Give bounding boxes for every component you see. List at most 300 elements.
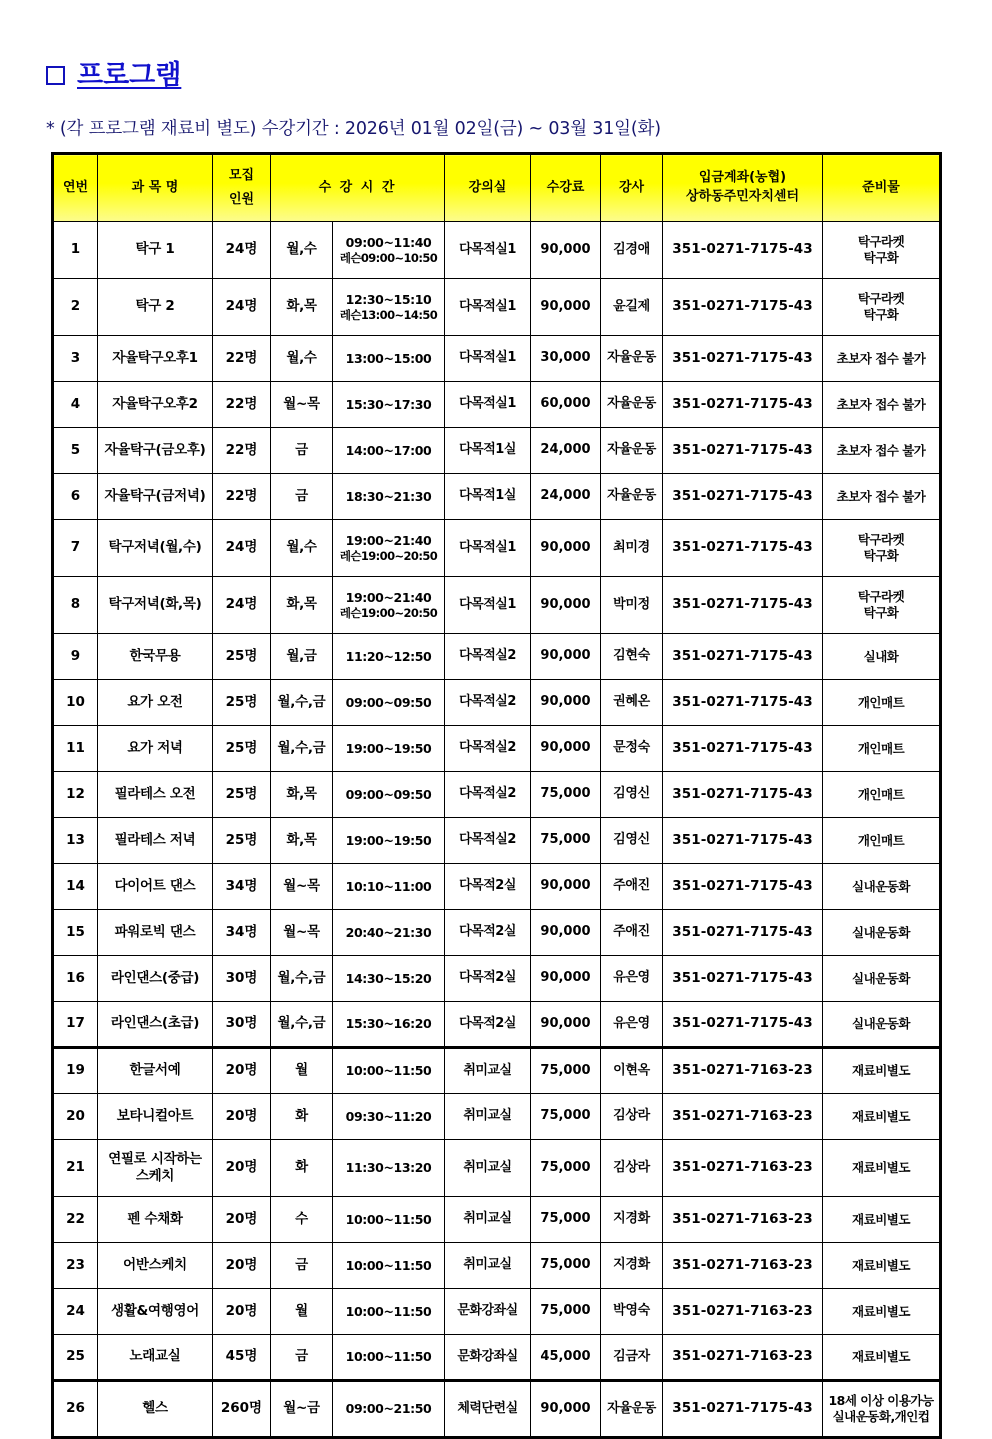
cell-subject: 헬스 (98, 1381, 213, 1438)
cell-days: 월,금 (271, 634, 333, 680)
cell-room: 체력단련실 (445, 1381, 531, 1438)
cell-prep-line1: 재료비별도 (852, 1349, 910, 1364)
cell-room: 다목적실1 (445, 336, 531, 382)
cell-capacity: 22명 (213, 382, 271, 428)
cell-prep (823, 336, 941, 382)
cell-time-line1: 19:00~21:40 (345, 532, 432, 548)
cell-days: 월,수 (271, 222, 333, 279)
cell-prep-line1: 실내운동화 (852, 1016, 910, 1031)
table-row (53, 222, 941, 279)
cell-days: 화 (271, 1140, 333, 1197)
cell-time-line2: 레슨19:00~20:50 (339, 548, 438, 563)
cell-capacity: 20명 (213, 1197, 271, 1243)
cell-teacher: 자율운동 (601, 382, 663, 428)
cell-subject: 한국무용 (98, 634, 213, 680)
cell-subject: 라인댄스(중급) (98, 956, 213, 1002)
cell-room: 다목적실1 (445, 279, 531, 336)
cell-teacher: 김경애 (601, 222, 663, 279)
cell-prep (823, 520, 941, 577)
cell-fee: 90,000 (531, 520, 601, 577)
cell-no: 21 (53, 1140, 98, 1197)
cell-time (333, 577, 445, 634)
table-row (53, 279, 941, 336)
cell-fee: 90,000 (531, 222, 601, 279)
cell-prep-line2: 탁구화 (863, 548, 899, 563)
cell-subject: 파워로빅 댄스 (98, 910, 213, 956)
cell-prep (823, 1381, 941, 1438)
table-body (53, 222, 941, 1438)
col-header-account-line1: 입금계좌(농협) (698, 170, 787, 186)
cell-days: 금 (271, 428, 333, 474)
cell-fee: 75,000 (531, 1243, 601, 1289)
cell-fee: 75,000 (531, 1048, 601, 1094)
cell-time (333, 1094, 445, 1140)
cell-time-line2: 레슨19:00~20:50 (339, 605, 438, 620)
table-row (53, 1381, 941, 1438)
cell-capacity: 25명 (213, 634, 271, 680)
cell-time-line1: 19:00~21:40 (345, 589, 432, 605)
cell-no: 7 (53, 520, 98, 577)
cell-prep (823, 474, 941, 520)
cell-fee: 90,000 (531, 1002, 601, 1048)
cell-capacity: 22명 (213, 336, 271, 382)
cell-no: 14 (53, 864, 98, 910)
col-header-fee: 수강료 (531, 154, 601, 222)
cell-time-line1: 10:00~11:50 (345, 1211, 432, 1227)
col-header-room: 강의실 (445, 154, 531, 222)
cell-account: 351-0271-7175-43 (663, 577, 823, 634)
cell-room: 취미교실 (445, 1048, 531, 1094)
cell-capacity: 30명 (213, 1002, 271, 1048)
cell-time (333, 680, 445, 726)
cell-subject: 자율탁구(금저녁) (98, 474, 213, 520)
cell-capacity: 20명 (213, 1243, 271, 1289)
cell-time-line1: 11:20~12:50 (345, 648, 432, 664)
cell-prep-line1: 초보자 접수 불가 (836, 442, 926, 458)
cell-prep-line1: 재료비별도 (852, 1160, 910, 1175)
cell-prep-line1: 탁구라켓 (857, 589, 905, 604)
cell-capacity: 22명 (213, 428, 271, 474)
cell-no: 11 (53, 726, 98, 772)
cell-time-line1: 13:00~15:00 (345, 350, 432, 366)
table-row (53, 634, 941, 680)
cell-days: 월~목 (271, 864, 333, 910)
square-bullet-icon (46, 66, 65, 85)
cell-capacity: 24명 (213, 520, 271, 577)
table-row (53, 520, 941, 577)
cell-capacity: 25명 (213, 726, 271, 772)
col-header-account-line2: 상하동주민자치센터 (685, 189, 800, 204)
cell-teacher: 문정숙 (601, 726, 663, 772)
cell-time-line1: 19:00~19:50 (345, 740, 432, 756)
program-table-wrap (51, 152, 939, 1439)
cell-fee: 75,000 (531, 1094, 601, 1140)
cell-no: 20 (53, 1094, 98, 1140)
table-row (53, 1140, 941, 1197)
cell-no: 24 (53, 1289, 98, 1335)
cell-time-line1: 09:00~09:50 (345, 694, 432, 710)
cell-time-line2: 레슨13:00~14:50 (339, 307, 438, 322)
cell-fee: 90,000 (531, 634, 601, 680)
cell-subject: 탁구저녁(월,수) (98, 520, 213, 577)
cell-room: 다목적2실 (445, 910, 531, 956)
cell-account: 351-0271-7175-43 (663, 1381, 823, 1438)
cell-account: 351-0271-7175-43 (663, 726, 823, 772)
page-title (46, 62, 181, 89)
cell-time-line1: 10:10~11:00 (345, 878, 432, 894)
cell-prep-line1: 탁구라켓 (857, 532, 905, 547)
cell-capacity: 24명 (213, 577, 271, 634)
cell-room: 다목적1실 (445, 474, 531, 520)
cell-prep (823, 382, 941, 428)
cell-account: 351-0271-7163-23 (663, 1289, 823, 1335)
cell-account: 351-0271-7163-23 (663, 1140, 823, 1197)
cell-capacity: 22명 (213, 474, 271, 520)
cell-fee: 90,000 (531, 577, 601, 634)
cell-prep-line1: 재료비별도 (852, 1257, 910, 1273)
table-row (53, 1048, 941, 1094)
cell-teacher: 박미정 (601, 577, 663, 634)
cell-time (333, 726, 445, 772)
table-row (53, 577, 941, 634)
cell-teacher: 주애진 (601, 864, 663, 910)
cell-prep-line1: 실내운동화 (852, 924, 910, 940)
cell-days: 화,목 (271, 577, 333, 634)
cell-capacity: 34명 (213, 910, 271, 956)
table-row (53, 1197, 941, 1243)
cell-prep (823, 726, 941, 772)
cell-prep-line1: 탁구라켓 (857, 234, 905, 249)
table-row (53, 680, 941, 726)
cell-teacher: 김영신 (601, 772, 663, 818)
cell-capacity: 20명 (213, 1289, 271, 1335)
cell-account: 351-0271-7163-23 (663, 1335, 823, 1381)
cell-days: 월,수,금 (271, 680, 333, 726)
cell-fee: 90,000 (531, 864, 601, 910)
cell-teacher: 박영숙 (601, 1289, 663, 1335)
cell-account: 351-0271-7175-43 (663, 1002, 823, 1048)
cell-room: 다목적실2 (445, 818, 531, 864)
cell-prep (823, 1335, 941, 1381)
cell-account: 351-0271-7175-43 (663, 680, 823, 726)
cell-no: 3 (53, 336, 98, 382)
col-header-capacity-line1: 모집 (228, 167, 255, 183)
cell-days: 월~목 (271, 382, 333, 428)
cell-fee: 90,000 (531, 910, 601, 956)
cell-prep (823, 910, 941, 956)
cell-room: 취미교실 (445, 1094, 531, 1140)
cell-prep-line1: 실내운동화 (852, 878, 910, 894)
cell-no: 5 (53, 428, 98, 474)
cell-subject-line1: 연필로 시작하는 (108, 1150, 202, 1167)
cell-no: 10 (53, 680, 98, 726)
cell-teacher: 유은영 (601, 956, 663, 1002)
cell-time (333, 772, 445, 818)
cell-time (333, 1048, 445, 1094)
cell-days: 수 (271, 1197, 333, 1243)
cell-no: 16 (53, 956, 98, 1002)
cell-time-line1: 09:00~11:40 (345, 234, 432, 250)
cell-teacher: 주애진 (601, 910, 663, 956)
cell-time (333, 910, 445, 956)
col-header-subject: 과 목 명 (98, 154, 213, 222)
cell-no: 19 (53, 1048, 98, 1094)
cell-account: 351-0271-7175-43 (663, 222, 823, 279)
cell-no: 2 (53, 279, 98, 336)
cell-time (333, 1140, 445, 1197)
cell-capacity: 25명 (213, 680, 271, 726)
cell-subject: 자율탁구오후1 (98, 336, 213, 382)
cell-prep-line1: 개인매트 (857, 740, 905, 756)
col-header-capacity (213, 154, 271, 222)
cell-days: 화 (271, 1094, 333, 1140)
cell-account: 351-0271-7175-43 (663, 428, 823, 474)
cell-subject-line2: 스케치 (135, 1168, 175, 1184)
cell-room: 다목적실1 (445, 222, 531, 279)
cell-room: 취미교실 (445, 1140, 531, 1197)
cell-teacher: 김현숙 (601, 634, 663, 680)
cell-subject: 자율탁구오후2 (98, 382, 213, 428)
cell-account: 351-0271-7163-23 (663, 1197, 823, 1243)
cell-time-line1: 15:30~17:30 (345, 396, 432, 412)
col-header-account (663, 154, 823, 222)
cell-time (333, 336, 445, 382)
col-header-time: 수 강 시 간 (271, 154, 445, 222)
cell-time-line1: 11:30~13:20 (345, 1160, 432, 1175)
cell-prep (823, 577, 941, 634)
cell-no: 25 (53, 1335, 98, 1381)
cell-teacher: 지경화 (601, 1243, 663, 1289)
cell-capacity: 34명 (213, 864, 271, 910)
cell-prep (823, 634, 941, 680)
cell-time-line1: 18:30~21:30 (345, 488, 432, 504)
cell-subject: 탁구저녁(화,목) (98, 577, 213, 634)
cell-fee: 24,000 (531, 428, 601, 474)
cell-time (333, 1289, 445, 1335)
cell-time (333, 1243, 445, 1289)
cell-teacher: 김영신 (601, 818, 663, 864)
cell-days: 금 (271, 1243, 333, 1289)
cell-prep (823, 1048, 941, 1094)
cell-no: 6 (53, 474, 98, 520)
cell-time (333, 382, 445, 428)
cell-days: 금 (271, 474, 333, 520)
cell-room: 다목적2실 (445, 1002, 531, 1048)
cell-days: 월 (271, 1048, 333, 1094)
cell-fee: 75,000 (531, 1289, 601, 1335)
cell-room: 다목적1실 (445, 428, 531, 474)
cell-capacity: 20명 (213, 1094, 271, 1140)
cell-days: 월,수,금 (271, 1002, 333, 1048)
cell-account: 351-0271-7175-43 (663, 910, 823, 956)
table-row (53, 956, 941, 1002)
cell-subject: 필라테스 오전 (98, 772, 213, 818)
cell-time-line1: 14:00~17:00 (345, 442, 432, 458)
cell-capacity: 24명 (213, 222, 271, 279)
cell-prep-line1: 초보자 접수 불가 (836, 350, 926, 366)
cell-prep-line1: 18세 이상 이용가능 (828, 1393, 934, 1408)
cell-time-line1: 10:00~11:50 (345, 1063, 432, 1078)
cell-fee: 90,000 (531, 279, 601, 336)
cell-prep (823, 772, 941, 818)
cell-time (333, 818, 445, 864)
cell-capacity: 30명 (213, 956, 271, 1002)
cell-fee: 75,000 (531, 1140, 601, 1197)
cell-days: 화,목 (271, 818, 333, 864)
cell-fee: 75,000 (531, 772, 601, 818)
cell-account: 351-0271-7175-43 (663, 336, 823, 382)
cell-no: 1 (53, 222, 98, 279)
cell-days: 월,수 (271, 520, 333, 577)
cell-subject: 탁구 1 (98, 222, 213, 279)
cell-room: 다목적실1 (445, 577, 531, 634)
cell-subject: 어반스케치 (98, 1243, 213, 1289)
cell-account: 351-0271-7175-43 (663, 772, 823, 818)
cell-time (333, 1002, 445, 1048)
cell-time (333, 474, 445, 520)
cell-room: 취미교실 (445, 1243, 531, 1289)
cell-teacher: 김상라 (601, 1140, 663, 1197)
cell-account: 351-0271-7163-23 (663, 1048, 823, 1094)
cell-subject: 생활&여행영어 (98, 1289, 213, 1335)
cell-prep (823, 1094, 941, 1140)
cell-subject: 탁구 2 (98, 279, 213, 336)
cell-teacher: 김상라 (601, 1094, 663, 1140)
cell-subject: 자율탁구(금오후) (98, 428, 213, 474)
cell-subject: 보타니컬아트 (98, 1094, 213, 1140)
cell-fee: 75,000 (531, 818, 601, 864)
cell-account: 351-0271-7163-23 (663, 1243, 823, 1289)
cell-time (333, 1197, 445, 1243)
cell-prep (823, 680, 941, 726)
cell-days: 월~목 (271, 910, 333, 956)
cell-prep-line1: 재료비별도 (852, 1063, 910, 1078)
col-header-teacher: 강사 (601, 154, 663, 222)
table-row (53, 428, 941, 474)
cell-room: 다목적실1 (445, 520, 531, 577)
cell-teacher: 이현옥 (601, 1048, 663, 1094)
table-row (53, 910, 941, 956)
cell-days: 금 (271, 1335, 333, 1381)
cell-prep-line1: 탁구라켓 (857, 291, 905, 306)
cell-prep-line1: 재료비별도 (852, 1108, 910, 1124)
cell-days: 월 (271, 1289, 333, 1335)
cell-room: 다목적실2 (445, 772, 531, 818)
cell-teacher: 김금자 (601, 1335, 663, 1381)
cell-subject: 한글서예 (98, 1048, 213, 1094)
cell-account: 351-0271-7175-43 (663, 520, 823, 577)
table-header (53, 154, 941, 222)
cell-time-line1: 10:00~11:50 (345, 1257, 432, 1273)
cell-time-line1: 09:00~21:50 (345, 1401, 432, 1416)
cell-prep-line1: 실내운동화 (852, 970, 910, 986)
program-table (51, 152, 942, 1439)
cell-room: 다목적실2 (445, 726, 531, 772)
cell-no: 12 (53, 772, 98, 818)
cell-fee: 60,000 (531, 382, 601, 428)
cell-no: 4 (53, 382, 98, 428)
cell-days: 화,목 (271, 772, 333, 818)
cell-prep-line2: 탁구화 (863, 250, 899, 265)
cell-room: 다목적실1 (445, 382, 531, 428)
cell-prep-line1: 초보자 접수 불가 (836, 396, 926, 412)
cell-days: 월,수 (271, 336, 333, 382)
cell-time-line1: 19:00~19:50 (345, 832, 432, 848)
table-row (53, 1243, 941, 1289)
cell-account: 351-0271-7175-43 (663, 634, 823, 680)
table-row (53, 336, 941, 382)
cell-time-line1: 10:00~11:50 (345, 1349, 432, 1364)
cell-account: 351-0271-7175-43 (663, 864, 823, 910)
cell-prep-line1: 재료비별도 (852, 1303, 910, 1319)
cell-time-line1: 20:40~21:30 (345, 924, 432, 940)
cell-prep (823, 1289, 941, 1335)
cell-account: 351-0271-7175-43 (663, 818, 823, 864)
col-header-capacity-line2: 인원 (228, 191, 255, 207)
cell-fee: 24,000 (531, 474, 601, 520)
col-header-no: 연번 (53, 154, 98, 222)
cell-prep (823, 428, 941, 474)
table-row (53, 772, 941, 818)
cell-capacity: 260명 (213, 1381, 271, 1438)
table-row (53, 1289, 941, 1335)
cell-room: 다목적2실 (445, 864, 531, 910)
cell-teacher: 자율운동 (601, 474, 663, 520)
cell-time-line1: 15:30~16:20 (345, 1016, 432, 1031)
table-row (53, 818, 941, 864)
cell-prep (823, 864, 941, 910)
cell-teacher: 윤길제 (601, 279, 663, 336)
cell-room: 다목적실2 (445, 680, 531, 726)
cell-prep (823, 956, 941, 1002)
cell-subject (98, 1140, 213, 1197)
cell-subject: 요가 저녁 (98, 726, 213, 772)
cell-days: 화,목 (271, 279, 333, 336)
cell-fee: 30,000 (531, 336, 601, 382)
cell-prep (823, 222, 941, 279)
cell-prep-line1: 개인매트 (857, 832, 905, 848)
cell-time (333, 1381, 445, 1438)
cell-teacher: 권혜온 (601, 680, 663, 726)
cell-time (333, 1335, 445, 1381)
cell-no: 13 (53, 818, 98, 864)
cell-prep-line1: 실내화 (863, 648, 899, 664)
cell-subject: 펜 수채화 (98, 1197, 213, 1243)
col-header-prep: 준비물 (823, 154, 941, 222)
page-title-text: 프로그램 (77, 60, 182, 91)
cell-prep (823, 1243, 941, 1289)
cell-time (333, 428, 445, 474)
cell-time (333, 634, 445, 680)
cell-fee: 90,000 (531, 1381, 601, 1438)
cell-prep (823, 1197, 941, 1243)
cell-time (333, 956, 445, 1002)
cell-no: 9 (53, 634, 98, 680)
cell-prep (823, 1002, 941, 1048)
cell-room: 다목적실2 (445, 634, 531, 680)
cell-prep-line1: 개인매트 (857, 786, 905, 802)
cell-capacity: 25명 (213, 818, 271, 864)
cell-teacher: 최미경 (601, 520, 663, 577)
cell-prep-line2: 탁구화 (863, 605, 899, 620)
cell-account: 351-0271-7175-43 (663, 279, 823, 336)
cell-teacher: 자율운동 (601, 336, 663, 382)
cell-time-line2: 레슨09:00~10:50 (339, 250, 438, 265)
table-row (53, 1094, 941, 1140)
cell-subject: 요가 오전 (98, 680, 213, 726)
table-header-row (53, 154, 941, 222)
subtitle-note: * (각 프로그램 재료비 별도) 수강기간 : 2026년 01월 02일(금) ~ 03월 31일(화) (46, 119, 661, 139)
